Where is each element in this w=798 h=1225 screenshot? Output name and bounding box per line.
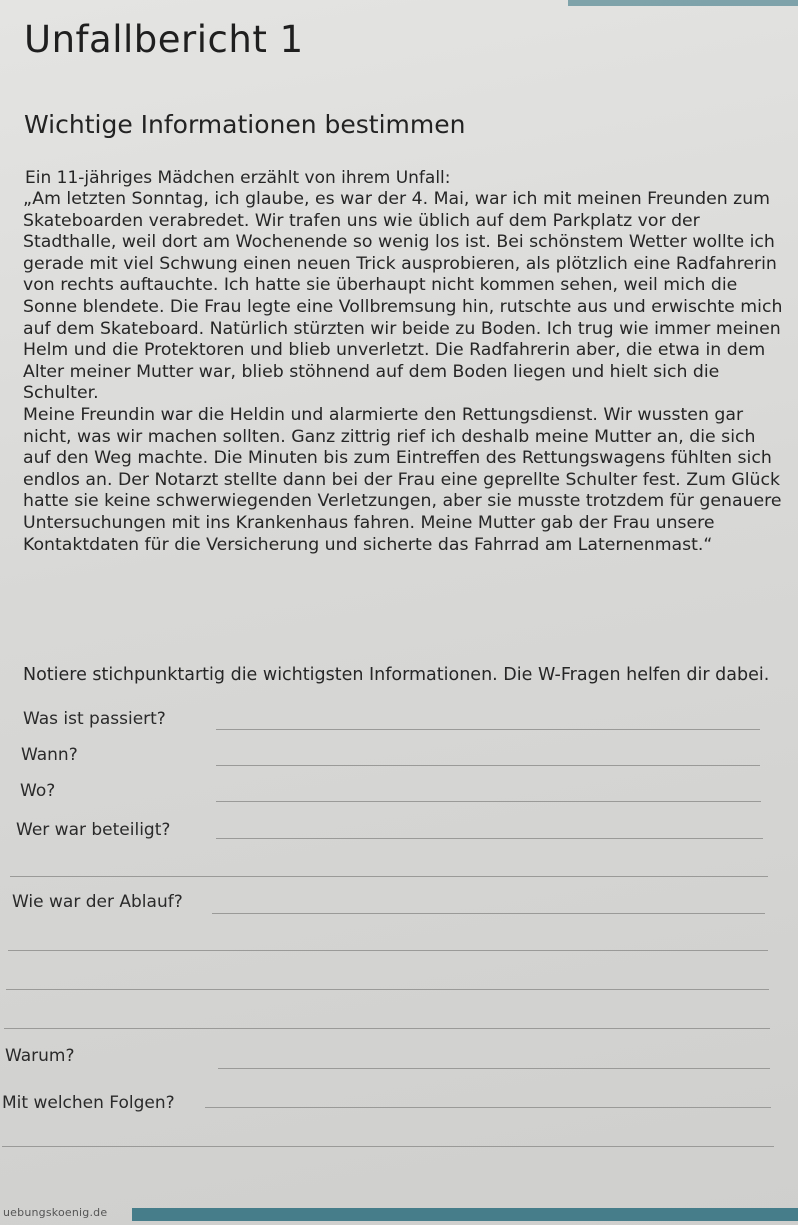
top-accent-bar [568, 0, 798, 6]
answer-line-wer-1[interactable] [216, 838, 763, 839]
question-warum-label: Warum? [5, 1046, 75, 1066]
answer-line-folgen-2[interactable] [2, 1146, 774, 1147]
question-folgen-label: Mit welchen Folgen? [2, 1093, 175, 1113]
story-paragraph-1: „Am letzten Sonntag, ich glaube, es war der 4. Mai, war ich mit meinen Freunden zum Skateboarden verabredet. Wir trafen uns wie üblich auf dem Parkplatz vor der Stadthalle, weil dort am Wochenende so wenig los ist. Bei schönstem Wetter wollte ich gerade mit viel Schwung einen neuen Trick ausprobieren, als plötzlich eine Radfahrerin von rechts auftauchte. Ich hatte sie überhaupt nicht kommen sehen, weil mich die Sonne blendete. Die Frau legte eine Vollbremsung hin, rutschte aus und erwischte mich auf dem Skateboard. Natürlich stürzten wir beide zu Boden. Ich trug wie immer meinen Helm und die Protektoren und blieb unverletzt. Die Radfahrerin aber, die etwa in dem Alter meiner Mutter war, blieb stöhnend auf dem Boden liegen und hielt sich die Schulter. [23, 189, 783, 404]
question-wer-label: Wer war beteiligt? [16, 820, 171, 840]
bottom-accent-bar [132, 1208, 798, 1221]
story-intro: Ein 11-jähriges Mädchen erzählt von ihrem Unfall: [25, 168, 451, 188]
task-instruction: Notiere stichpunktartig die wichtigsten Informationen. Die W-Fragen helfen dir dabei. [23, 665, 770, 685]
answer-line-wer-2[interactable] [10, 876, 768, 877]
footer-website: uebungskoenig.de [3, 1206, 108, 1219]
question-wo-label: Wo? [20, 781, 56, 801]
question-was-label: Was ist passiert? [23, 709, 166, 729]
answer-line-ablauf-1[interactable] [212, 913, 765, 914]
question-ablauf-label: Wie war der Ablauf? [12, 892, 183, 912]
answer-line-ablauf-4[interactable] [4, 1028, 770, 1029]
worksheet-subtitle: Wichtige Informationen bestimmen [24, 110, 466, 139]
answer-line-wo[interactable] [216, 801, 761, 802]
answer-line-ablauf-3[interactable] [6, 989, 769, 990]
story-paragraph-2: Meine Freundin war die Heldin und alarmierte den Rettungsdienst. Wir wussten gar nicht, was wir machen sollten. Ganz zittrig rief ich deshalb meine Mutter an, die sich auf den Weg machte. Die Minuten bis zum Eintreffen des Rettungswagens fühlten sich endlos an. Der Notarzt stellte dann bei der Frau eine geprellte Schulter fest. Zum Glück hatte sie keine schwerwiegenden Verletzungen, aber sie musste trotzdem für genauere Untersuchungen mit ins Krankenhaus fahren. Meine Mutter gab der Frau unsere Kontaktdaten für die Versicherung und sicherte das Fahrrad am Laternenmast.“ [23, 404, 782, 555]
answer-line-wann[interactable] [216, 765, 760, 766]
answer-line-ablauf-2[interactable] [8, 950, 768, 951]
worksheet-title: Unfallbericht 1 [24, 18, 304, 61]
answer-line-folgen-1[interactable] [205, 1107, 771, 1108]
answer-line-was[interactable] [216, 729, 760, 730]
question-wann-label: Wann? [21, 745, 78, 765]
answer-line-warum[interactable] [218, 1068, 770, 1069]
accident-story [23, 189, 783, 556]
